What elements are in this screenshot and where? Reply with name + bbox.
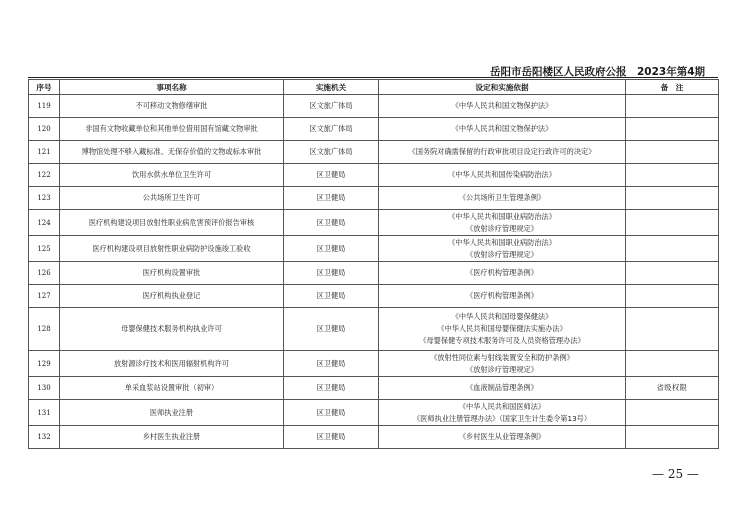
- table-row: [29, 187, 719, 210]
- table-row: [29, 426, 719, 449]
- legal-basis-line: 《中华人民共和国文物保护法》: [451, 101, 553, 110]
- legal-basis-line: 《放射诊疗管理规定》: [466, 364, 538, 374]
- column-header-item-name: 事项名称: [60, 80, 284, 95]
- legal-basis: [379, 308, 626, 351]
- table-row: [29, 308, 719, 351]
- item-name: 医疗机构执业登记: [60, 285, 284, 308]
- legal-basis: [379, 118, 626, 141]
- remark: [626, 426, 719, 449]
- row-number: 129: [29, 351, 60, 377]
- column-header-agency: 实施机关: [284, 80, 379, 95]
- remark: [626, 351, 719, 377]
- legal-basis: [379, 210, 626, 236]
- table-header-row: [29, 80, 719, 95]
- table-row: [29, 210, 719, 236]
- legal-basis-line: 《放射性同位素与射线装置安全和防护条例》: [430, 352, 574, 362]
- row-number: 127: [29, 285, 60, 308]
- row-number: 124: [29, 210, 60, 236]
- item-name: 医疗机构建设项目放射性职业病危害预评价报告审核: [60, 210, 284, 236]
- table-row: [29, 236, 719, 262]
- legal-basis: [379, 400, 626, 426]
- legal-basis: [379, 187, 626, 210]
- legal-basis-line: 《中华人民共和国传染病防治法》: [448, 170, 556, 179]
- item-name: 医疗机构建设项目放射性职业病防护设施竣工验收: [60, 236, 284, 262]
- implementing-agency: 区卫健局: [284, 262, 379, 285]
- remark: 省级权限: [626, 377, 719, 400]
- header-rule: [28, 77, 718, 78]
- table-row: [29, 351, 719, 377]
- row-number: 121: [29, 141, 60, 164]
- implementing-agency: 区卫健局: [284, 164, 379, 187]
- approval-items-table: [28, 79, 719, 449]
- legal-basis: [379, 262, 626, 285]
- remark: [626, 236, 719, 262]
- table-row: [29, 141, 719, 164]
- implementing-agency: 区卫健局: [284, 400, 379, 426]
- legal-basis-line: 《国务院对确需保留的行政审批项目设定行政许可的决定》: [408, 147, 596, 156]
- row-number: 132: [29, 426, 60, 449]
- implementing-agency: 区卫健局: [284, 308, 379, 351]
- remark: [626, 285, 719, 308]
- remark: [626, 164, 719, 187]
- page-number: — 25 —: [652, 467, 699, 481]
- legal-basis: [379, 141, 626, 164]
- legal-basis-line: 《医疗机构管理条例》: [466, 291, 538, 300]
- legal-basis: [379, 426, 626, 449]
- legal-basis-line: 《乡村医生从业管理条例》: [458, 432, 546, 441]
- implementing-agency: 区卫健局: [284, 377, 379, 400]
- implementing-agency: 区卫健局: [284, 210, 379, 236]
- table-row: [29, 118, 719, 141]
- remark: [626, 187, 719, 210]
- table-row: [29, 164, 719, 187]
- implementing-agency: 区卫健局: [284, 285, 379, 308]
- item-name: 非国有文物收藏单位和其他单位借用国有馆藏文物审批: [60, 118, 284, 141]
- implementing-agency: 区文旅广体局: [284, 141, 379, 164]
- legal-basis-line: 《中华人民共和国母婴保健法》: [451, 312, 553, 321]
- row-number: 126: [29, 262, 60, 285]
- legal-basis: [379, 95, 626, 118]
- implementing-agency: 区卫健局: [284, 236, 379, 262]
- row-number: 119: [29, 95, 60, 118]
- row-number: 125: [29, 236, 60, 262]
- row-number: 131: [29, 400, 60, 426]
- item-name: 公共场所卫生许可: [60, 187, 284, 210]
- legal-basis: [379, 377, 626, 400]
- running-header: 岳阳市岳阳楼区人民政府公报 2023年第4期: [490, 66, 706, 78]
- legal-basis-line: 《中华人民共和国职业病防治法》: [448, 211, 556, 221]
- item-name: 母婴保健技术服务机构执业许可: [60, 308, 284, 351]
- table-row: [29, 262, 719, 285]
- column-header-note: 备 注: [626, 80, 719, 95]
- table-row: [29, 285, 719, 308]
- legal-basis-line: 《中华人民共和国医师法》: [458, 401, 546, 411]
- row-number: 120: [29, 118, 60, 141]
- legal-basis-line: 《医疗机构管理条例》: [466, 268, 538, 277]
- legal-basis-line: 《中华人民共和国母婴保健法实施办法》: [437, 324, 567, 333]
- item-name: 单采血浆站设置审批（初审）: [60, 377, 284, 400]
- column-header-basis: 设定和实施依据: [379, 80, 626, 95]
- implementing-agency: 区卫健局: [284, 187, 379, 210]
- legal-basis-line: 《放射诊疗管理规定》: [466, 249, 538, 259]
- remark: [626, 95, 719, 118]
- item-name: 乡村医生执业注册: [60, 426, 284, 449]
- legal-basis-line: 《放射诊疗管理规定》: [466, 223, 538, 233]
- implementing-agency: 区卫健局: [284, 351, 379, 377]
- item-name: 不可移动文物修缮审批: [60, 95, 284, 118]
- legal-basis: [379, 164, 626, 187]
- item-name: 放射源诊疗技术和医用辐射机构许可: [60, 351, 284, 377]
- remark: [626, 262, 719, 285]
- legal-basis-line: 《公共场所卫生管理条例》: [458, 193, 546, 202]
- implementing-agency: 区文旅广体局: [284, 95, 379, 118]
- row-number: 130: [29, 377, 60, 400]
- remark: [626, 141, 719, 164]
- table-row: [29, 95, 719, 118]
- legal-basis-line: 《血液制品管理条例》: [466, 383, 538, 392]
- remark: [626, 308, 719, 351]
- remark: [626, 118, 719, 141]
- row-number: 123: [29, 187, 60, 210]
- row-number: 122: [29, 164, 60, 187]
- implementing-agency: 区文旅广体局: [284, 118, 379, 141]
- legal-basis-line: 《医师执业注册管理办法》（国家卫生计生委令第13号）: [412, 413, 592, 423]
- row-number: 128: [29, 308, 60, 351]
- item-name: 博物馆处理不够入藏标准、无保存价值的文物或标本审批: [60, 141, 284, 164]
- column-header-number: 序号: [29, 80, 60, 95]
- legal-basis: [379, 351, 626, 377]
- legal-basis-line: 《中华人民共和国职业病防治法》: [448, 237, 556, 247]
- item-name: 饮用水供水单位卫生许可: [60, 164, 284, 187]
- implementing-agency: 区卫健局: [284, 426, 379, 449]
- table-row: [29, 377, 719, 400]
- remark: [626, 400, 719, 426]
- item-name: 医师执业注册: [60, 400, 284, 426]
- remark: [626, 210, 719, 236]
- item-name: 医疗机构设置审批: [60, 262, 284, 285]
- legal-basis: [379, 285, 626, 308]
- legal-basis: [379, 236, 626, 262]
- legal-basis-line: 《母婴保健专项技术服务许可及人员资格管理办法》: [419, 336, 585, 345]
- legal-basis-line: 《中华人民共和国文物保护法》: [451, 124, 553, 133]
- table-row: [29, 400, 719, 426]
